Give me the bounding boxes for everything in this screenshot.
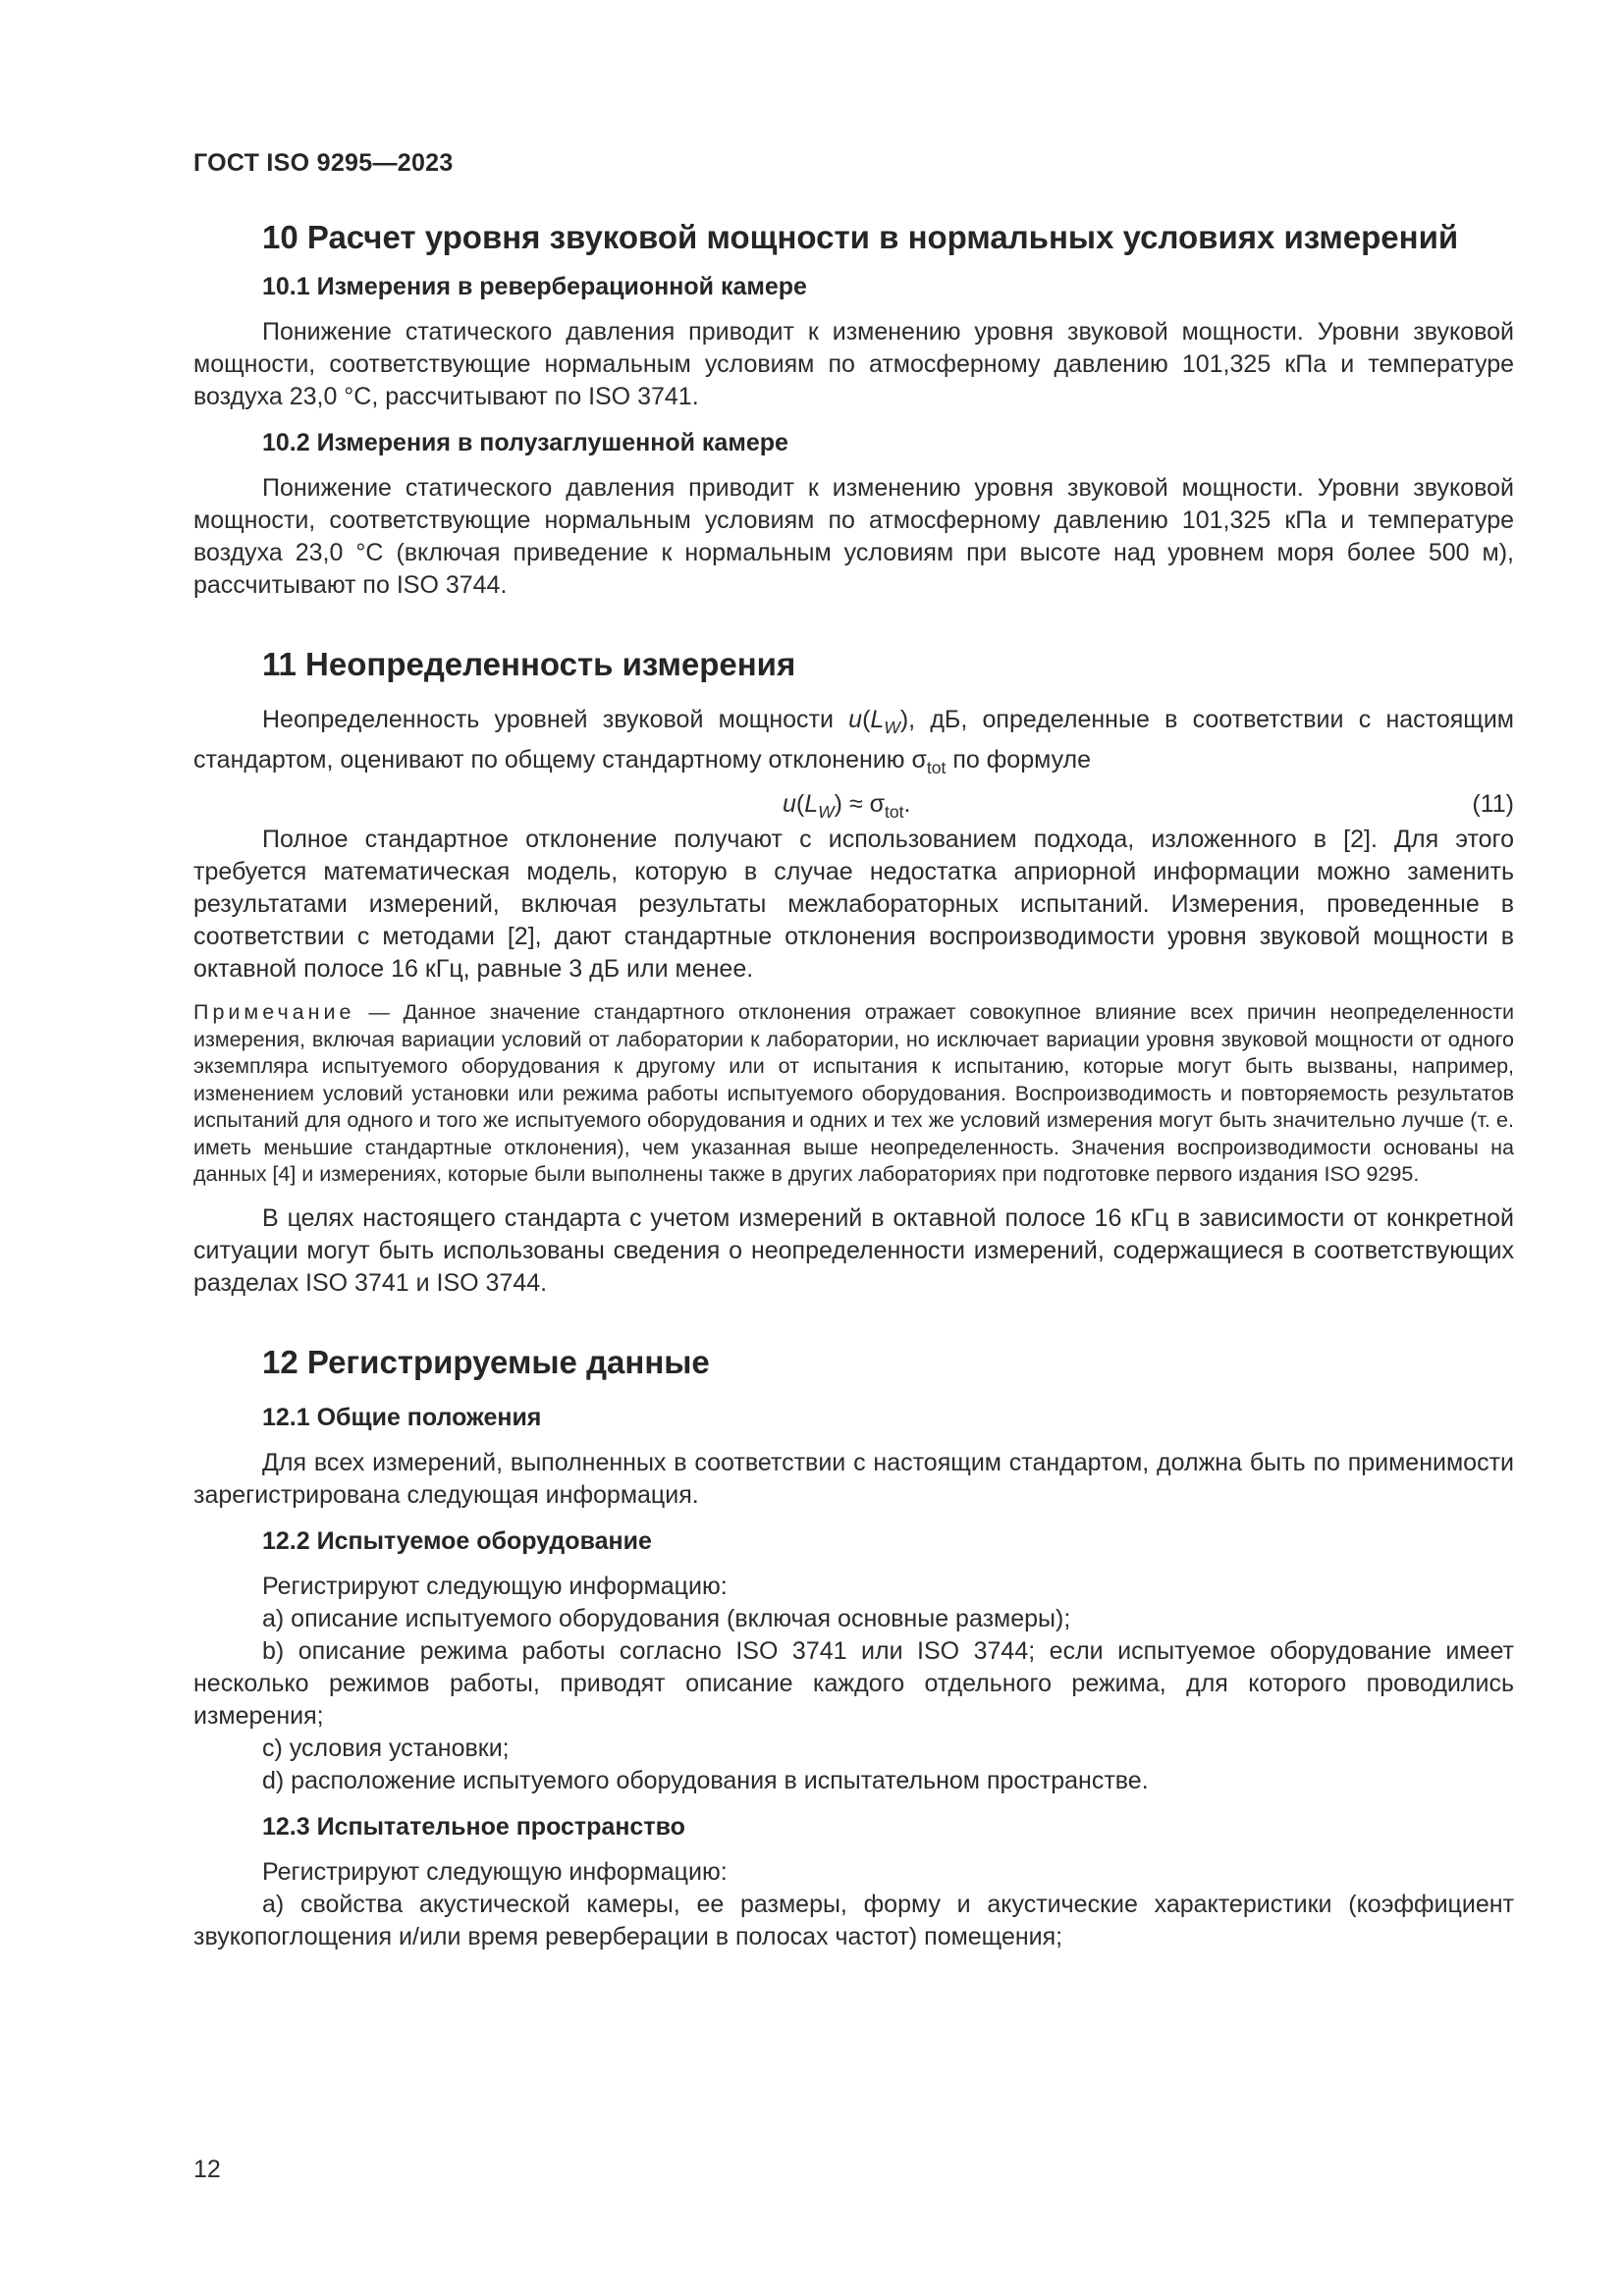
formula-expression: $u(L_W) \approx \sigma_{tot}$.: [783, 790, 911, 822]
section-12-1-title: 12.1 Общие положения: [262, 1403, 542, 1431]
section-12-2-intro: Регистрируют следующую информацию:: [262, 1572, 728, 1600]
section-12-3-title: 12.3 Испытательное пространство: [262, 1812, 685, 1841]
list-item: с) условия установки;: [262, 1734, 510, 1762]
list-item: b) описание режима работы согласно ISO 3741 или ISO 3744; если испытуемое оборудование имеет несколько режимов работы, приводят описание каждого отдельного режима, для которого проводились измерения;: [193, 1636, 1514, 1730]
note-text: — Данное значение стандартного отклонения отражает совокупное влияние всех причин неопределенности измерения, включая вариации условий от лаборатории к лаборатории, но исключает вариации уровня звуковой мощности от одного экземпляра испытуемого оборудования к другому или от испытания к испытанию, которые могут быть вызваны, например, изменением условий установки или режима работы испытуемого оборудования. Воспроизводимость и повторяемость результатов испытаний для одного и того же испытуемого оборудования и одних и тех же условий измерения могут быть значительно лучше (т. е. иметь меньшие стандартные отклонения), чем указанная выше неопределенность. Значения воспроизводимости основаны на данных [4] и измерениях, которые были выполнены также в других лабораториях при подготовке первого издания ISO 9295.: [193, 1000, 1514, 1186]
section-11-title: 11 Неопределенность измерения: [262, 646, 796, 682]
section-10-title: 10 Расчет уровня звуковой мощности в нормальных условиях измерений: [262, 219, 1459, 255]
note: [193, 999, 1514, 1189]
formula-number: (11): [1472, 790, 1514, 818]
section-10-1-title: 10.1 Измерения в реверберационной камере: [262, 273, 807, 300]
section-12-1-text: Для всех измерений, выполненных в соответствии с настоящим стандартом, должна быть по применимости зарегистрирована следующая информация.: [193, 1448, 1514, 1509]
section-12-title: 12 Регистрируемые данные: [262, 1343, 710, 1380]
list-item: а) описание испытуемого оборудования (включая основные размеры);: [262, 1604, 1071, 1632]
section-11-paragraph-3: В целях настоящего стандарта с учетом измерений в октавной полосе 16 кГц в зависимости от конкретной ситуации могут быть использованы сведения о неопределенности измерений, содержащиеся в соответствующих разделах ISO 3741 и ISO 3744.: [193, 1203, 1514, 1297]
section-11-paragraph-1: Неопределенность уровней звуковой мощности $u(L_W)$, дБ, определенные в соответствии с настоящим стандартом, оценивают по общему стандартному отклонению $\sigma_{tot}$ по формуле: [193, 706, 1514, 777]
section-10-2-title: 10.2 Измерения в полузаглушенной камере: [262, 429, 788, 456]
formula-11: [193, 784, 1514, 824]
list-item: а) свойства акустической камеры, ее размеры, форму и акустические характеристики (коэффициент звукопоглощения и/или время реверберации в полосах частот) помещения;: [193, 1890, 1514, 1950]
document-body: [193, 218, 1514, 1953]
note-label: Примечание: [193, 1000, 355, 1024]
list-item: d) расположение испытуемого оборудования в испытательном пространстве.: [262, 1766, 1149, 1794]
section-12-2-title: 12.2 Испытуемое оборудование: [262, 1526, 652, 1555]
section-10-2-text: Понижение статического давления приводит к изменению уровня звуковой мощности. Уровни звуковой мощности, соответствующие нормальным условиям по атмосферному давлению 101,325 кПа и температуре воздуха 23,0 °С (включая приведение к нормальным условиям при высоте над уровнем моря более 500 м), рассчитывают по ISO 3744.: [193, 474, 1514, 599]
section-12-3-intro: Регистрируют следующую информацию:: [262, 1857, 728, 1886]
running-title: ГОСТ ISO 9295—2023: [193, 149, 454, 177]
section-10-1-text: Понижение статического давления приводит к изменению уровня звуковой мощности. Уровни звуковой мощности, соответствующие нормальным условиям по атмосферному давлению 101,325 кПа и температуре воздуха 23,0 °С, рассчитывают по ISO 3741.: [193, 318, 1514, 410]
page-number: 12: [193, 2156, 221, 2183]
section-11-paragraph-2: Полное стандартное отклонение получают с использованием подхода, изложенного в [2]. Для этого требуется математическая модель, которую в случае недостатка априорной информации можно заменить результатами измерений, включая результаты межлабораторных испытаний. Измерения, проведенные в соответствии с методами [2], дают стандартные отклонения воспроизводимости уровня звуковой мощности в октавной полосе 16 кГц, равные 3 дБ или менее.: [193, 826, 1514, 983]
